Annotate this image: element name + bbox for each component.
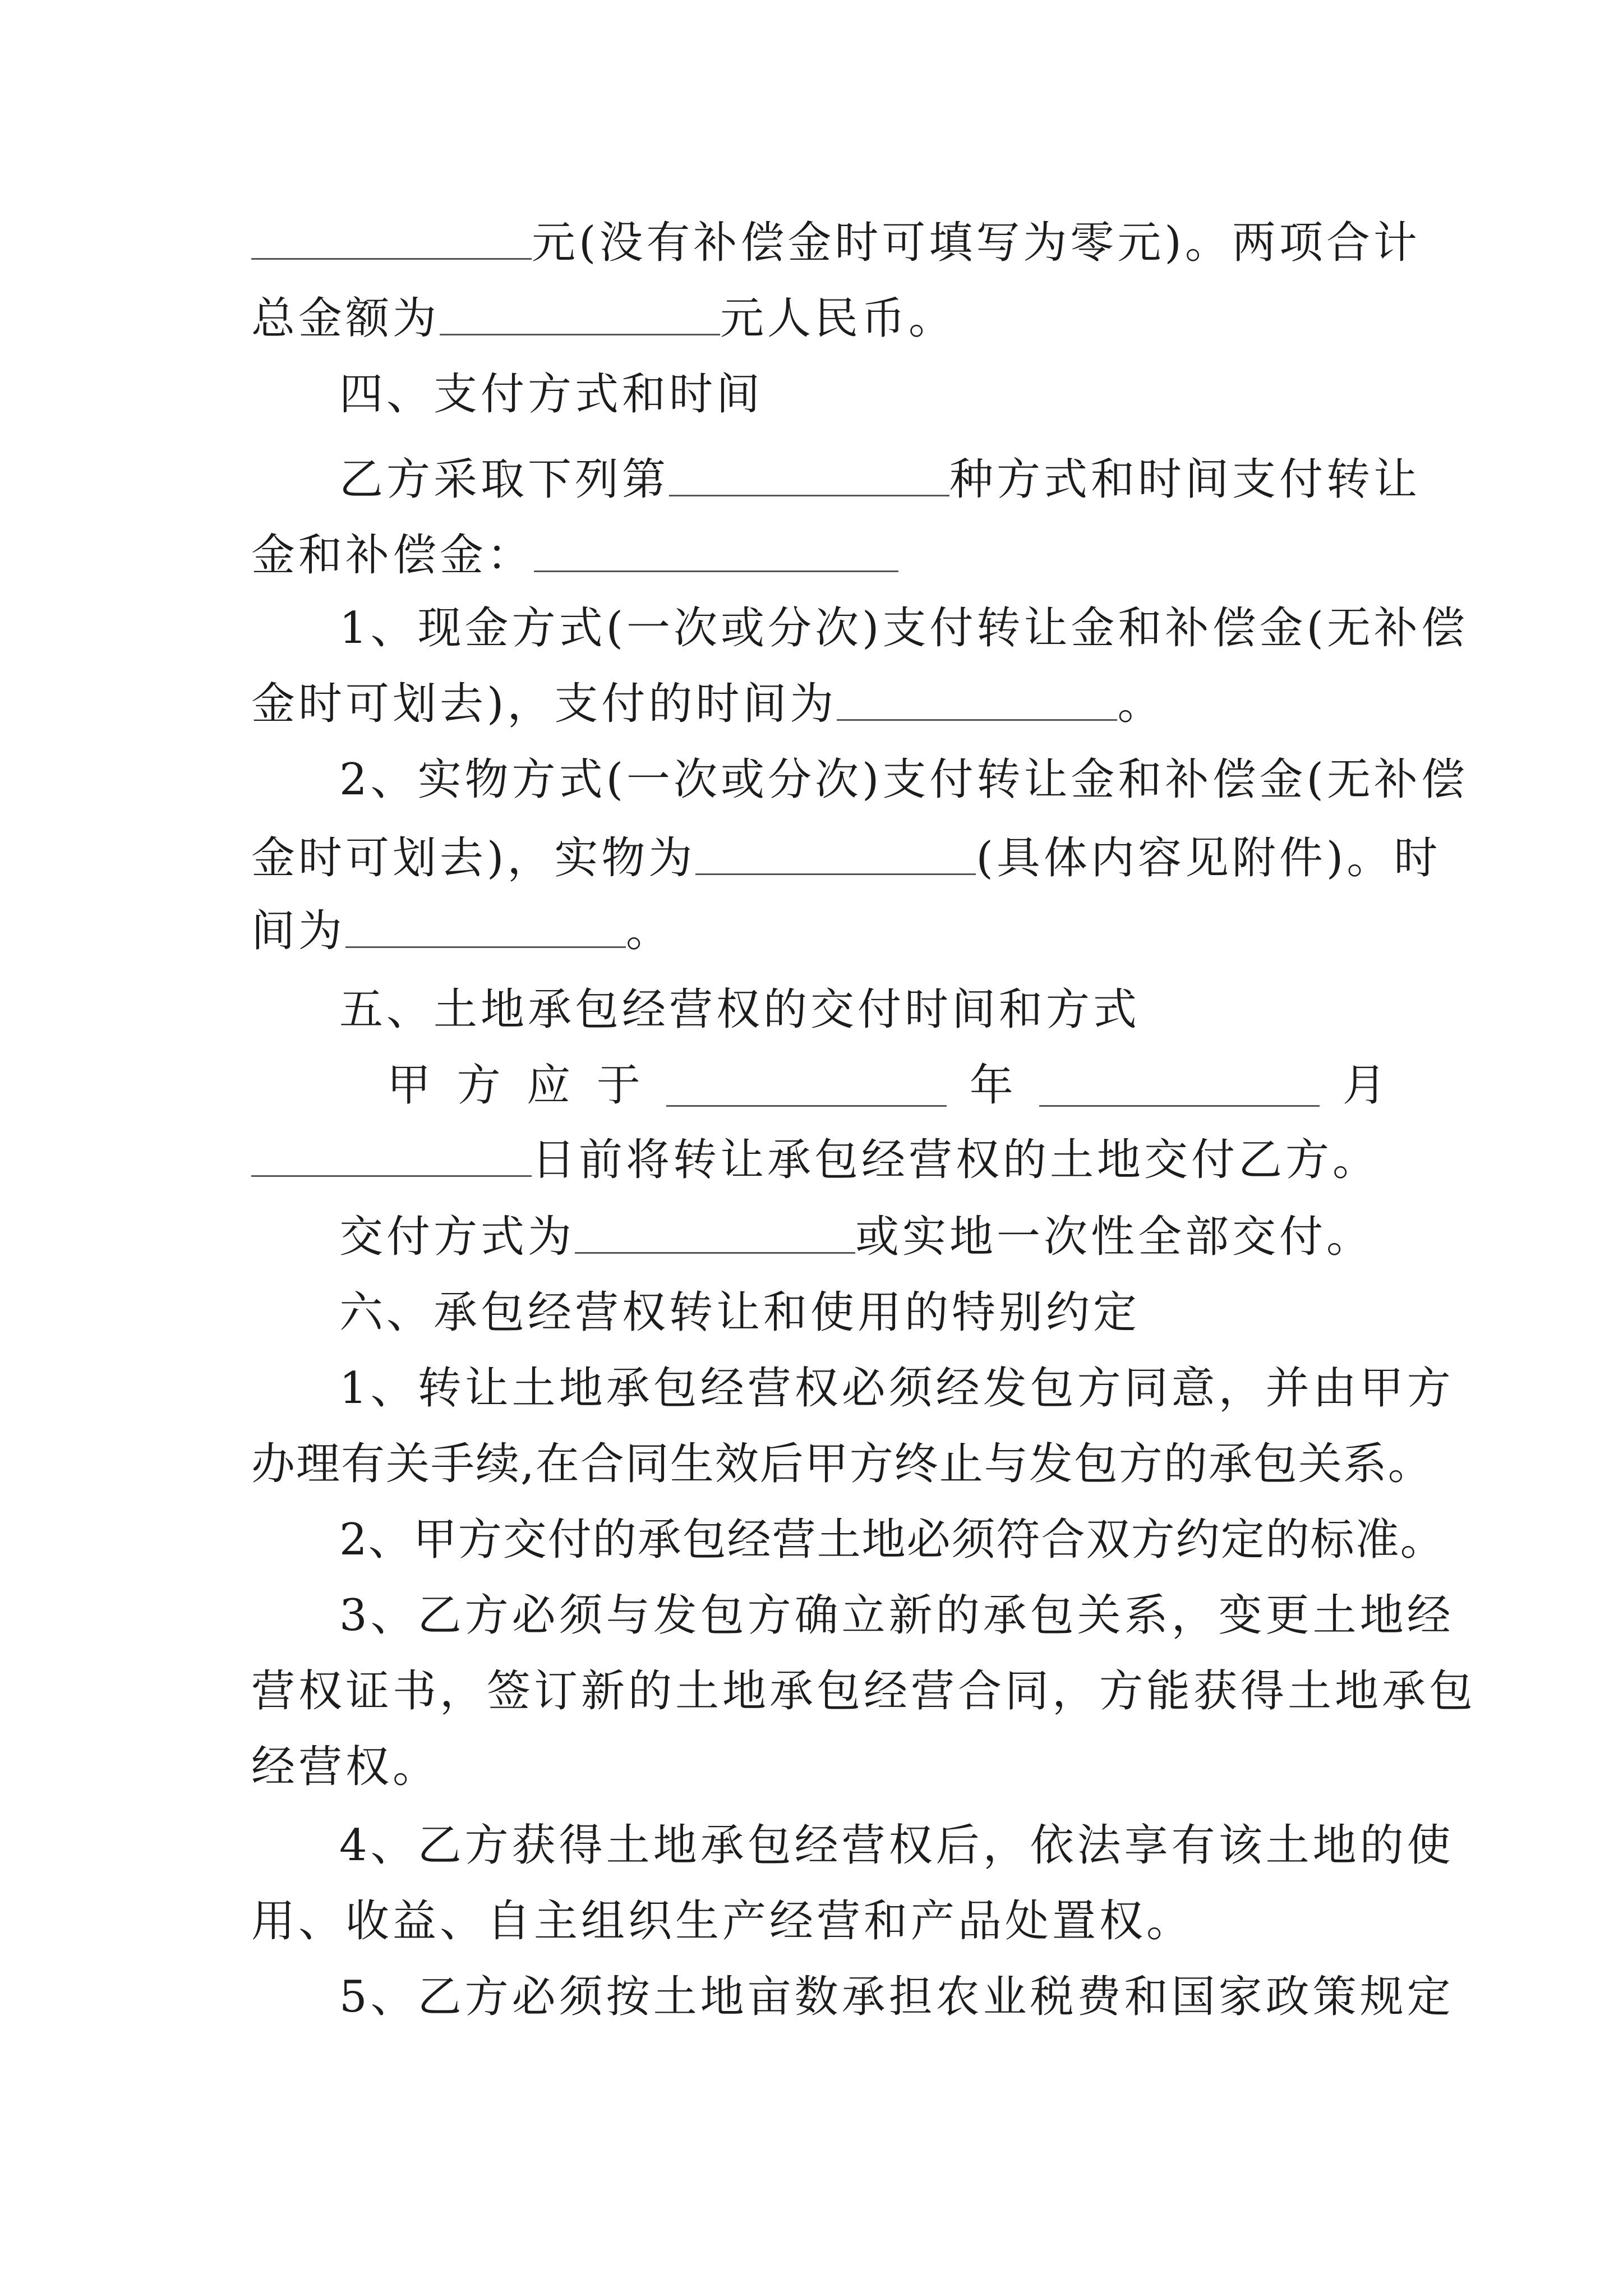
text-run: 金时可划去)，实物为 (251, 833, 696, 884)
text-run: 金和补偿金： (251, 530, 534, 581)
text-line (339, 1206, 1390, 1268)
section-heading-delivery (339, 979, 1390, 1041)
paragraph-line (251, 1890, 1390, 1952)
text-char: 方 (457, 1060, 504, 1111)
text-run: 元人民币。 (720, 293, 956, 344)
fill-in-blank[interactable] (837, 679, 1117, 721)
text-run: 总金额为 (251, 293, 440, 344)
text-run: 3、乙方必须与发包方确立新的承包关系，变更土地经 (339, 1590, 1454, 1641)
heading-text: 四、支付方式和时间 (339, 369, 764, 420)
heading-text: 五、土地承包经营权的交付时间和方式 (339, 984, 1141, 1035)
text-line (251, 524, 1390, 586)
fill-in-blank[interactable] (251, 218, 532, 260)
paragraph-line (251, 1736, 1390, 1798)
paragraph-line (339, 1815, 1454, 1876)
month-blank[interactable] (1039, 1065, 1320, 1107)
section-heading-payment (339, 364, 1390, 425)
text-char: 应 (527, 1060, 574, 1111)
text-char: 甲 (387, 1060, 435, 1111)
text-char: 年 (969, 1060, 1017, 1111)
text-run: 用、收益、自主组织生产经营和产品处置权。 (251, 1896, 1194, 1947)
text-run: 种方式和时间支付转让 (949, 454, 1421, 505)
text-line (251, 1129, 1390, 1191)
text-run: 。 (1117, 679, 1165, 729)
paragraph-line (251, 1433, 1433, 1495)
paragraph-line (339, 1509, 1445, 1571)
text-run: 经营权。 (251, 1742, 440, 1792)
fill-in-blank[interactable] (534, 530, 898, 572)
paragraph-line (339, 597, 1468, 659)
text-run: 元(没有补偿金时可填写为零元)。两项合计 (532, 218, 1421, 268)
text-run: 1、转让土地承包经营权必须经发包方同意，并由甲方 (339, 1363, 1454, 1414)
paragraph-line (339, 1585, 1454, 1646)
paragraph-line (339, 1966, 1454, 2028)
fill-in-blank[interactable] (695, 833, 976, 875)
fill-in-blank[interactable] (669, 454, 949, 496)
paragraph-line (339, 1358, 1454, 1419)
text-run: 1、现金方式(一次或分次)支付转让金和补偿金(无补偿 (339, 603, 1468, 654)
text-line (251, 212, 1421, 274)
text-run: (具体内容见附件)。时 (976, 833, 1441, 884)
text-char: 月 (1342, 1060, 1390, 1111)
text-run: 乙方采取下列第 (339, 454, 670, 505)
year-blank[interactable] (666, 1065, 947, 1107)
section-heading-special-terms (339, 1282, 1390, 1343)
fill-in-blank[interactable] (440, 293, 720, 335)
fill-in-blank[interactable] (575, 1212, 855, 1254)
day-blank[interactable] (251, 1135, 532, 1177)
text-line (251, 673, 1390, 735)
text-run: 日前将转让承包经营权的土地交付乙方。 (532, 1135, 1380, 1185)
text-run: 营权证书，签订新的土地承包经营合同，方能获得土地承包 (251, 1666, 1477, 1717)
text-line (251, 900, 1390, 962)
heading-text: 六、承包经营权转让和使用的特别约定 (339, 1287, 1141, 1338)
text-run: 4、乙方获得土地承包经营权后，依法享有该土地的使 (339, 1820, 1454, 1871)
text-run: 或实地一次性全部交付。 (855, 1212, 1374, 1262)
text-run: 办理有关手续,在合同生效后甲方终止与发包方的承包关系。 (251, 1439, 1433, 1489)
text-run: 2、甲方交付的承包经营土地必须符合双方约定的标准。 (339, 1515, 1445, 1565)
text-line (251, 827, 1441, 889)
fill-in-blank[interactable] (345, 906, 626, 948)
paragraph-line (251, 1660, 1477, 1722)
text-run: 交付方式为 (339, 1212, 575, 1262)
text-run: 5、乙方必须按土地亩数承担农业税费和国家政策规定 (339, 1972, 1454, 2022)
text-run: 。 (626, 906, 674, 956)
date-fill-line (387, 1055, 1390, 1116)
text-run: 2、实物方式(一次或分次)支付转让金和补偿金(无补偿 (339, 754, 1468, 805)
paragraph-line (339, 749, 1468, 811)
text-line (339, 449, 1421, 510)
text-line (251, 288, 1390, 349)
text-run: 金时可划去)，支付的时间为 (251, 679, 837, 729)
text-run: 间为 (251, 906, 346, 956)
text-char: 于 (596, 1060, 644, 1111)
